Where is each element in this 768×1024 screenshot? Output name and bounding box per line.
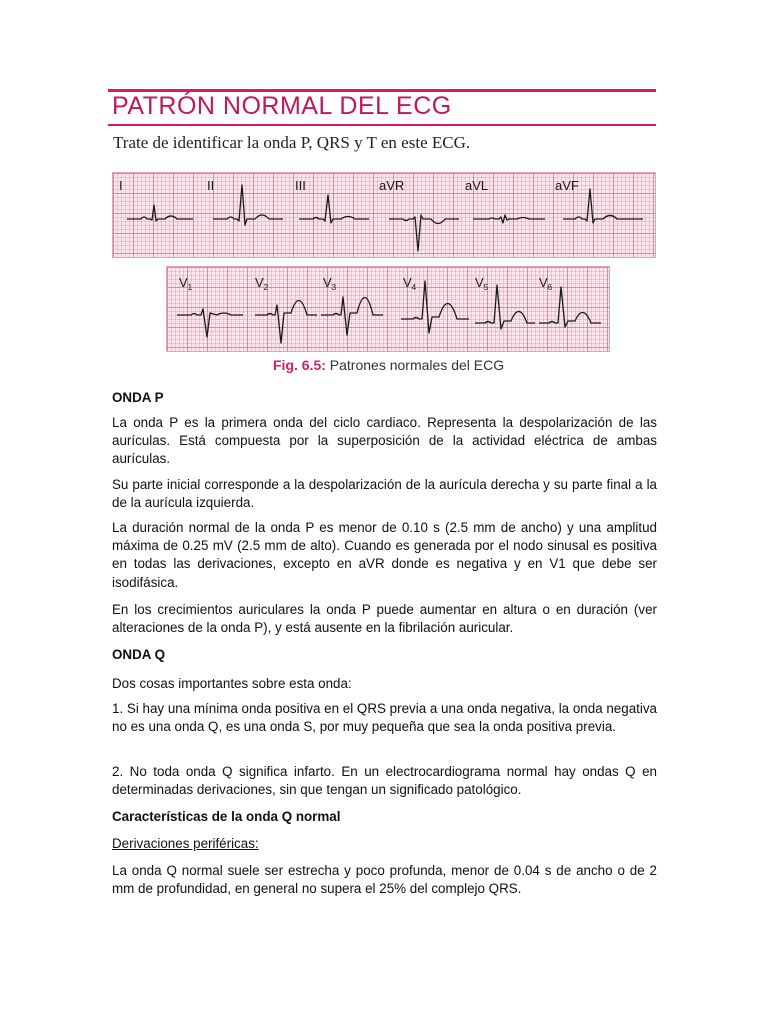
ecg-strip-precordial-leads [166,266,610,352]
paragraph-q1: Dos cosas importantes sobre esta onda: [112,676,352,691]
trace-lead-aVF [563,189,643,223]
lead-label-V3: $V_3$ [323,275,337,292]
trace-lead-I [127,205,193,221]
heading-derivaciones-perifericas: Derivaciones periféricas: [112,836,259,851]
section-onda-p [112,389,657,407]
lead-label-V1: $V_1$ [179,275,193,292]
lead-label-aVF: aVF [555,178,579,193]
ecg-limb-traces [113,173,655,257]
ecg-strip-limb-leads [112,172,656,258]
paragraph-p1: La onda P es la primera onda del ciclo cardiaco. Representa la despolarización de las aurículas. Está compuesta por la superposición de la actividad eléctrica de ambas aurículas. [112,415,657,467]
heading-onda-p: ONDA P [112,390,164,405]
figure-instruction: Trate de identificar la onda P, QRS y T en este ECG. [113,133,471,152]
figure-caption [273,357,504,373]
paragraph-q4: La onda Q normal suele ser estrecha y poco profunda, menor de 0.04 s de ancho o de 2 mm de profundidad, en general no supera el 25% del complejo QRS. [112,863,657,897]
lead-label-I: I [119,178,123,193]
paragraph-q3: 2. No toda onda Q significa infarto. En un electrocardiograma normal hay ondas Q en determinadas derivaciones, sin que tengan un significado patológico. [112,764,657,798]
trace-lead-aVL [473,215,545,223]
lead-label-V2: $V_2$ [255,275,269,292]
trace-lead-III [299,195,369,223]
header-bottom-rule [108,124,656,126]
paragraph-p3: La duración normal de la onda P es menor de 0.10 s (2.5 mm de ancho) y una amplitud máxima de 0.25 mV (2.5 mm de alto). Cuando es generada por el nodo sinusal es positiva en todas las derivaciones, excepto en aVR donde es negativa y en V1 que debe ser isodifásica. [112,520,657,590]
figure-caption-text: Patrones normales del ECG [325,357,505,373]
section-onda-q [112,646,657,664]
ecg-precordial-traces [167,267,609,351]
trace-lead-V1 [177,309,243,337]
paragraph-p4: En los crecimientos auriculares la onda P puede aumentar en altura o en duración (ver alteraciones de la onda P), y está ausente en la fibrilación auricular. [112,602,657,636]
lead-label-aVR: aVR [379,178,405,193]
lead-label-V6: $V_6$ [539,275,553,292]
trace-lead-aVR [389,215,459,251]
trace-lead-V2 [255,300,317,343]
section-caracteristicas [112,808,657,826]
section-derivaciones [112,835,657,853]
lead-label-III: III [295,178,306,193]
figure-number: Fig. 6.5: [273,357,326,373]
lead-label-aVL: aVL [465,178,489,193]
heading-caracteristicas: Características de la onda Q normal [112,809,341,824]
heading-onda-q: ONDA Q [112,647,166,662]
lead-label-V5: $V_5$ [475,275,489,292]
paragraph-p2: Su parte inicial corresponde a la despolarización de la aurícula derecha y su parte final a la de la aurícula izquierda. [112,477,657,511]
trace-lead-II [213,185,283,225]
paragraph-q2: 1. Si hay una mínima onda positiva en el QRS previa a una onda negativa, la onda negativa no es una onda Q, es una onda S, por muy pequeña que sea la onda positiva previa. [112,701,657,735]
lead-label-II: II [207,178,215,193]
lead-label-V4: $V_4$ [403,275,417,292]
trace-lead-V6 [539,287,601,327]
trace-lead-V3 [321,297,383,335]
page-title: PATRÓN NORMAL DEL ECG [112,92,452,120]
